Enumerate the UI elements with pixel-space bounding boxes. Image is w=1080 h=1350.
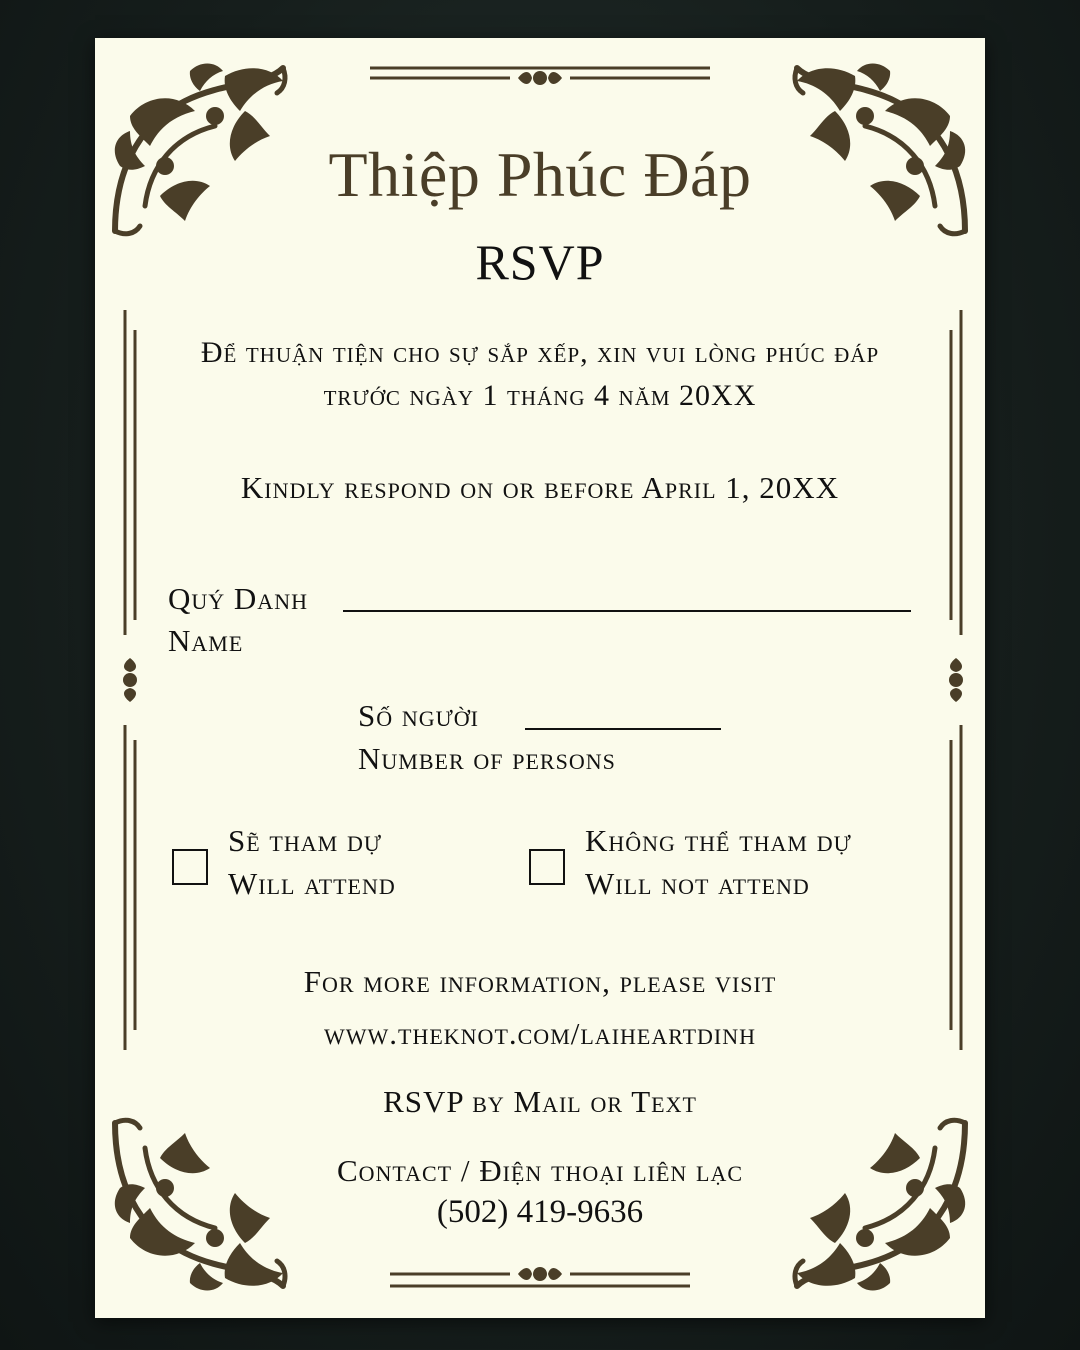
- not-attend-label-en: Will not attend: [585, 866, 810, 901]
- left-border: [117, 310, 153, 1050]
- contact-label: Contact / Điện thoại liên lạc: [336, 1153, 744, 1188]
- attend-label-en: Will attend: [228, 866, 396, 901]
- fleuron-divider-icon: [518, 1267, 562, 1281]
- phone-number[interactable]: (502) 419-9636: [436, 1194, 644, 1230]
- attend-label-vi: Sẽ tham dự: [228, 823, 382, 858]
- info-line: For more information, please visit: [303, 964, 777, 999]
- instructions-vi-line2: trước ngày 1 tháng 4 năm 20XX: [323, 379, 757, 412]
- top-divider: [370, 60, 710, 96]
- fleuron-divider-icon: [949, 658, 963, 702]
- not-attend-label-vi: Không thể tham dự: [585, 823, 852, 858]
- will-attend-checkbox[interactable]: [172, 849, 208, 885]
- name-label-vi: Quý Danh: [168, 581, 308, 616]
- right-border: [933, 310, 969, 1050]
- fleuron-divider-icon: [518, 71, 562, 85]
- instructions-vi-line1: Để thuận tiện cho sự sắp xếp, xin vui lòng phúc đáp: [200, 336, 880, 369]
- title-rsvp: RSVP: [475, 234, 605, 290]
- instructions-en: Kindly respond on or before April 1, 20XX: [240, 470, 840, 505]
- name-field[interactable]: [343, 610, 911, 612]
- website-link[interactable]: www.theknot.com/laiheartdinh: [323, 1016, 757, 1051]
- persons-label-vi: Số người: [358, 698, 479, 733]
- name-label-en: Name: [168, 623, 244, 658]
- fleuron-divider-icon: [123, 658, 137, 702]
- bottom-divider: [390, 1260, 690, 1296]
- will-not-attend-checkbox[interactable]: [529, 849, 565, 885]
- rsvp-method: RSVP by Mail or Text: [383, 1084, 697, 1119]
- rsvp-card: [95, 38, 985, 1318]
- persons-field[interactable]: [525, 728, 721, 730]
- persons-label-en: Number of persons: [358, 741, 616, 776]
- title-vietnamese: Thiệp Phúc Đáp: [328, 139, 752, 210]
